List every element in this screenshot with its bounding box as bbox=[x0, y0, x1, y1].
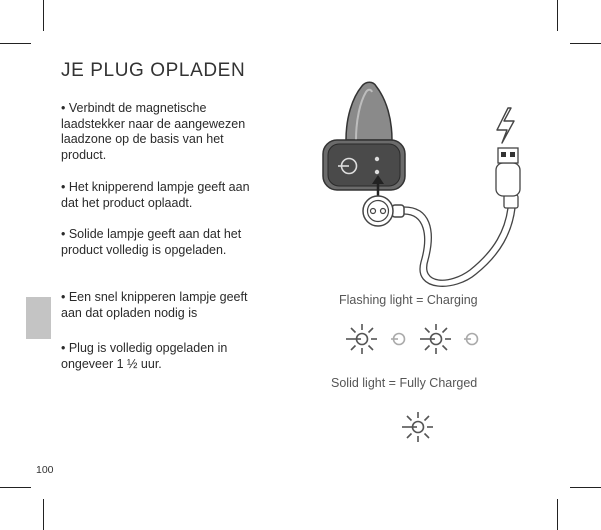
instruction-item: • Een snel knipperen lampje geeft aan dat opladen nodig is bbox=[61, 290, 248, 320]
plug-device bbox=[323, 82, 405, 190]
solid-light-label: Solid light = Fully Charged bbox=[331, 376, 478, 390]
light-on-icon bbox=[420, 324, 451, 354]
page-number: 100 bbox=[36, 464, 54, 476]
light-off-icon bbox=[391, 334, 405, 345]
magnetic-connector bbox=[363, 196, 404, 226]
instruction-item: • Verbindt de magnetische laadstekker naar de aangewezen laadzone op de basis van het product. bbox=[61, 101, 246, 162]
lightning-icon bbox=[497, 108, 514, 143]
page-title: JE PLUG OPLADEN bbox=[61, 60, 246, 81]
instruction-item: • Het knipperend lampje geeft aan dat het product oplaadt. bbox=[61, 180, 250, 210]
instruction-item: • Plug is volledig opgeladen in ongeveer 1 ½ uur. bbox=[61, 341, 228, 371]
flashing-light-label: Flashing light = Charging bbox=[339, 293, 478, 307]
light-on-icon bbox=[402, 412, 433, 442]
light-off-icon bbox=[464, 334, 478, 345]
light-on-icon bbox=[346, 324, 377, 354]
usb-connector bbox=[496, 148, 520, 208]
charging-cable bbox=[404, 207, 515, 286]
instruction-item: • Solide lampje geeft aan dat het product volledig is opgeladen. bbox=[61, 227, 242, 257]
